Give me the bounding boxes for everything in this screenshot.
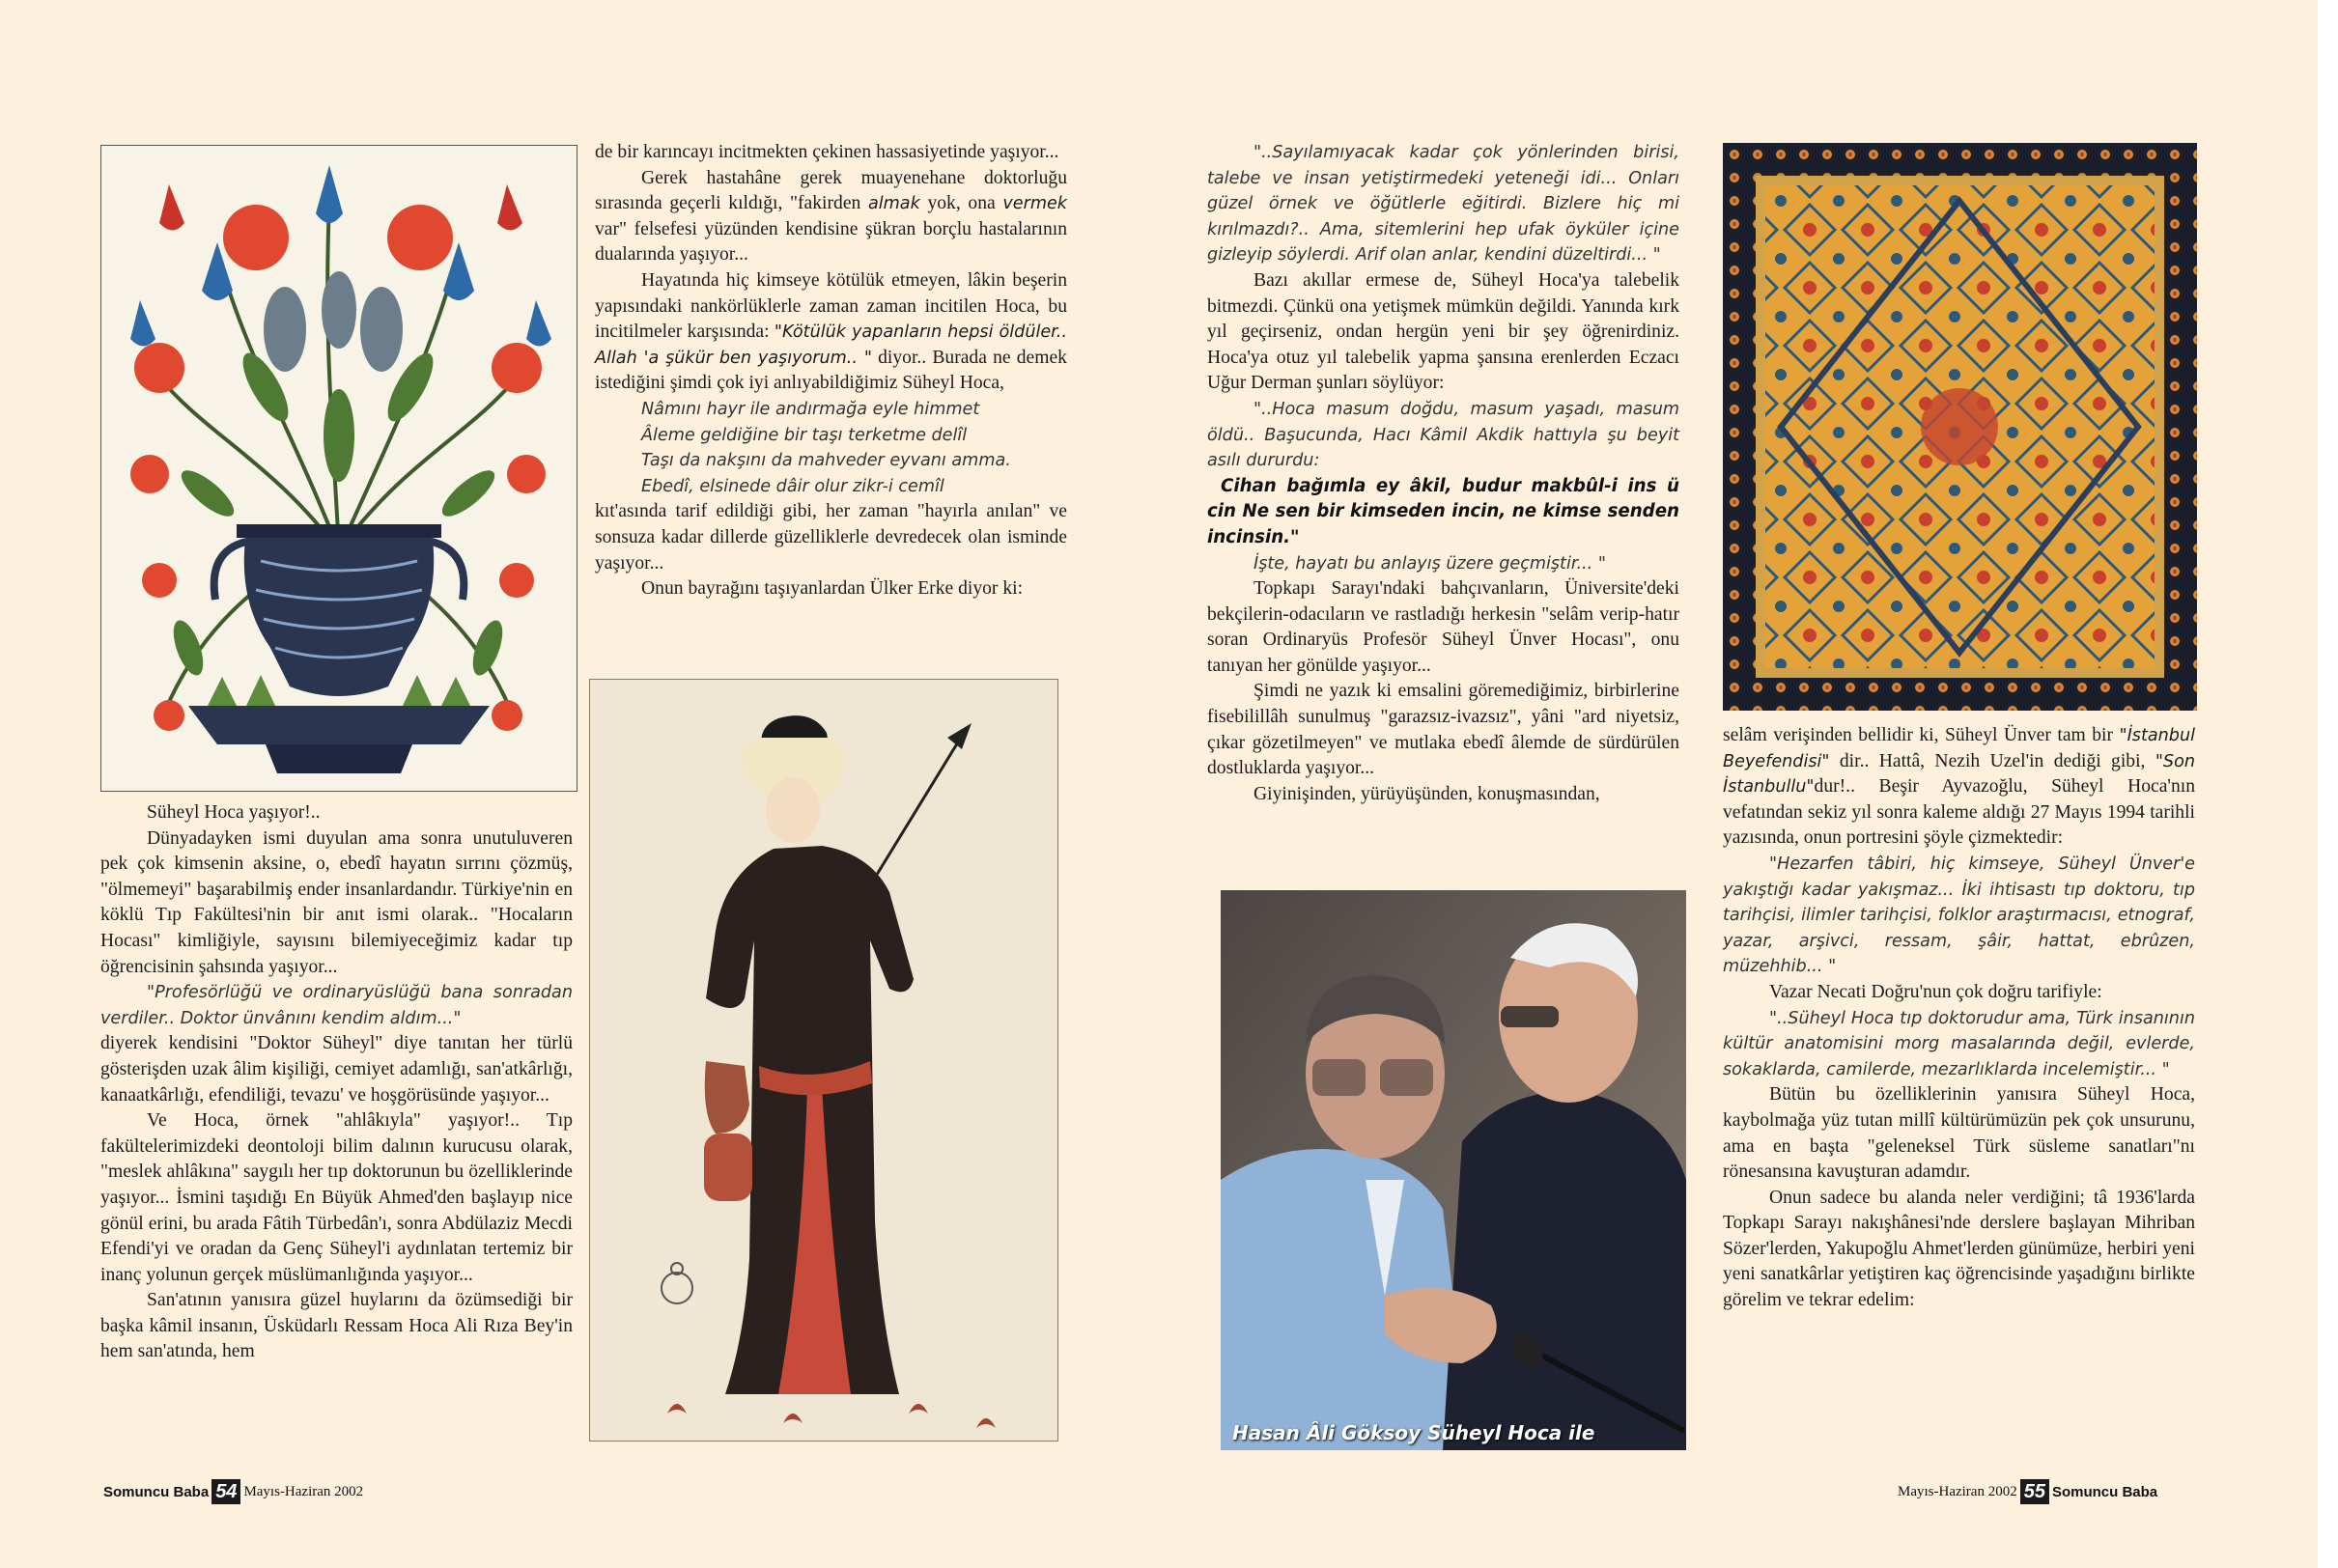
column-1: [100, 800, 573, 1365]
figure-illumination: [1723, 143, 2197, 711]
quote: "..Sayılamıyacak kadar çok yönlerinden birisi, talebe ve insan yetiştirmedeki yeteneği idi... Onları güzel örnek ve öğütlerle eğitirdi. Bizlere hiç mi kırılmazdı?.. Ama, sitemlerini hep ufak öyküler içine gizleyip söylerdi. Arif olan anlar, kendini düzeltirdi... ": [1207, 143, 1679, 266]
paragraph: Giyinişinden, yürüyüşünden, konuşmasından,: [1254, 783, 1600, 804]
quote: "..Süheyl Hoca tıp doktorudur ama, Türk insanının kültür anatomisini morg masalarında değil, evlerde, sokaklarda, camilerde, mezarlıklarda incelemiştir... ": [1723, 1008, 2195, 1079]
paragraph: Süheyl Hoca yaşıyor!..: [147, 802, 321, 823]
illumination-pattern: [1723, 143, 2197, 711]
couplet: Cihan bağımla ey âkil, budur makbûl-i ins ü cin Ne sen bir kimseden incin, ne kimse senden incinsin.": [1207, 475, 1679, 547]
paragraph: de bir karıncayı incitmekten çekinen hassasiyetinde yaşıyor...: [595, 142, 1059, 162]
paragraph: Bütün bu özelliklerinin yanısıra Süheyl Hoca, kaybolmağa yüz tutan millî kültürümüzün pek çok unsurunu, ama en başta "geleneksel Türk süsleme sanatları"nı rönesansına kavuşturan adamdır.: [1723, 1084, 2195, 1183]
text: var" felsefesi yüzünden kendisine şükran borçlu hastalarının dualarında yaşıyor...: [595, 218, 1067, 266]
text: selâm verişinden bellidir ki, Süheyl Ünver tam bir: [1723, 725, 2120, 745]
page-number: 54: [211, 1479, 240, 1504]
issue-date: Mayıs-Haziran 2002: [243, 1483, 364, 1499]
verse-line: Taşı da nakşını da mahveder eyvanı amma.: [641, 451, 1011, 471]
paragraph: Şimdi ne yazık ki emsalini göremediğimiz, birbirlerine fisebilillâh sunulmuş "garazsız-ivazsız", yâni "ard niyetsiz, çıkar gözetilmeyen" ve mutlaka ebedî âlemde de sürdürülen dostluklarda yaşıyor...: [1207, 681, 1679, 779]
issue-date: Mayıs-Haziran 2002: [1898, 1483, 2017, 1499]
text: Gerek hastahâne gerek muayenehane doktorluğu sırasında geçerli kıldığı, "fakirden: [595, 167, 1067, 214]
paragraph: Onun sadece bu alanda neler verdiğini; tâ 1936'larda Topkapı Sarayı nakışhânesi'nde derslere başlayan Mihriban Sözer'lerden, Yakupoğlu Ahmet'lerden günümüze, herbiri yeni yeni sanatkârlar yetiştiren kaç öğrencisinde yaşadığını birlikte görelim ve tekrar edelim:: [1723, 1187, 2195, 1311]
ottoman-woman-illustration: [590, 680, 1057, 1441]
photo-two-men: [1221, 890, 1686, 1450]
figure-ottoman-woman: [589, 679, 1058, 1442]
verse-line: Âleme geldiğine bir taşı terketme delîl: [641, 425, 968, 445]
figure-floral-vase: [100, 145, 577, 792]
paragraph: diyerek kendisini "Doktor Süheyl" diye tanıtan her türlü gösterişden uzak âlim kişiliği, cemiyet adamlığı, san'atkârlığı, kanaatkârlığı, efendiliği, tevazu' ve hoşgörüsünde yaşıyor...: [100, 1033, 573, 1106]
paragraph: Dünyadayken ismi duyulan ama sonra unutuluveren pek çok kimsenin aksine, o, ebedî hayatın sırrını çözmüş, "ölmemeyi" başarabilmiş ender insanlardandır. Türkiye'nin en köklü Tıp Fakültesi'nin bir anıt ismi olarak.. "Hocaların Hocası" kimliğiyle, sayısını bilemiyeceğimiz kadar tıp öğrencisinin şahsında yaşıyor...: [100, 827, 573, 977]
quote-inline: "Kötülük yapanların hepsi öldüler.. Allah 'a şükür ben yaşıyorum.. ": [595, 322, 1067, 368]
photo-caption: Hasan Âli Göksoy Süheyl Hoca ile: [1232, 1421, 1595, 1444]
paragraph: kıt'asında tarif edildiği gibi, her zaman "hayırla anılan" ve sonsuza kadar dillerde güzelliklerle devredecek olan isminde yaşıyor...: [595, 501, 1067, 574]
paragraph: Vazar Necati Doğru'nun çok doğru tarifiyle:: [1769, 981, 2102, 1002]
quote: İşte, hayatı bu anlayış üzere geçmiştir... ": [1254, 553, 1606, 574]
text: dir.. Hattâ, Nezih Uzel'in dediği gibi,: [1829, 750, 2155, 771]
text: dur!.. Beşir Ayvazoğlu, Süheyl Hoca'nın vefatından sekiz yıl sonra kaleme aldığı 27 Mayıs 1994 tarihli yazısında, onun portresini şöyle çizmektedir:: [1723, 776, 2195, 849]
text: yok, ona: [919, 193, 1003, 214]
paragraph: Bazı akıllar ermese de, Süheyl Hoca'ya talebelik bitmezdi. Çünkü ona yetişmek mümkün değildi. Yanında kırk yıl geçirseniz, ondan hergün yeni bir şey öğrenirdiniz. Hoca'ya otuz yıl talebelik yapma şansına erenlerden Eczacı Uğur Derman şunları söylüyor:: [1207, 269, 1679, 394]
paragraph: Onun bayrağını taşıyanlardan Ülker Erke diyor ki:: [641, 578, 1024, 600]
text: Hayatında hiç kimseye kötülük etmeyen, lâkin beşerin yapısındaki nankörlüklerle zaman zaman incitilen Hoca, bu incitilmeler karşısında:: [595, 269, 1067, 343]
column-2: [595, 140, 1067, 602]
footer-left: [103, 1479, 363, 1504]
magazine-name: Somuncu Baba: [2051, 1483, 2158, 1500]
quote: "Profesörlüğü ve ordinaryüslüğü bana sonradan verdiler.. Doktor ünvânını kendim aldım...": [100, 983, 573, 1028]
footer-right: [1898, 1479, 2157, 1504]
column-4: [1723, 723, 2195, 1314]
paragraph: [595, 166, 1067, 268]
paragraph: Ve Hoca, örnek "ahlâkıyla" yaşıyor!.. Tıp fakültelerimizdeki deontoloji bilim dalının kurucusu olarak, "meslek ahlâkına" saygılı her tıp doktorunun bu özelliklerinde yaşıyor... İsmini taşıdığı En Büyük Ahmed'den başlayıp nice gönül erini, bu arada Fâtih Türbedân'ı, sonra Abdülaziz Mecdi Efendi'yi ve oradan da Genç Süheyl'i aydınlatan tertemiz bir inanç yolunun gerçek müslümanlığında yaşıyor...: [100, 1110, 573, 1285]
verse-line: Ebedî, elsinede dâir olur zikr-i cemîl: [641, 476, 944, 496]
quote: "Hezarfen tâbiri, hiç kimseye, Süheyl Ünver'e yakıştığı kadar yakışmaz... İki ihtisastı tıp doktoru, tıp tarihçisi, ilimler tarihçisi, folklor araştırmacısı, etnograf, yazar, arşivci, ressam, şâir, hattat, ebrûzen, müzehhib... ": [1723, 854, 2195, 977]
figure-photo: [1221, 890, 1686, 1450]
emphasis: almak: [867, 194, 920, 214]
paragraph: San'atının yanısıra güzel huylarını da özümsediği bir başka kâmil insanın, Üsküdarlı Ressam Hoca Ali Rıza Bey'in hem san'atında, hem: [100, 1290, 573, 1362]
page-number: 55: [2020, 1479, 2049, 1504]
floral-vase-illustration: [101, 146, 577, 791]
emphasis: vermek: [1002, 194, 1067, 214]
verse-line: Nâmını hayr ile andırmağa eyle himmet: [641, 399, 980, 419]
column-3: [1207, 140, 1679, 807]
paragraph: [1723, 723, 2195, 852]
quote: "..Hoca masum doğdu, masum yaşadı, masum öldü.. Başucunda, Hacı Kâmil Akdik hattıyla şu beyit asılı dururdu:: [1207, 399, 1679, 471]
quote-inline: "İstanbul Beyefendisi": [1723, 726, 2195, 771]
text: diyor.. Burada ne demek istediğini şimdi çok iyi anlıyabildiğimiz Süheyl Hoca,: [595, 347, 1067, 394]
paragraph: Topkapı Sarayı'ndaki bahçıvanların, Üniversite'deki bekçilerin-odacıların ve rastladığı herkesin "selâm verip-hatır soran Ordinaryüs Profesör Süheyl Ünver Hocası", onu tanıyan her gönülde yaşıyor...: [1207, 578, 1679, 676]
quote-inline: "Son İstanbullu": [1723, 751, 2195, 798]
paragraph: [595, 268, 1067, 397]
magazine-name: Somuncu Baba: [103, 1483, 210, 1500]
